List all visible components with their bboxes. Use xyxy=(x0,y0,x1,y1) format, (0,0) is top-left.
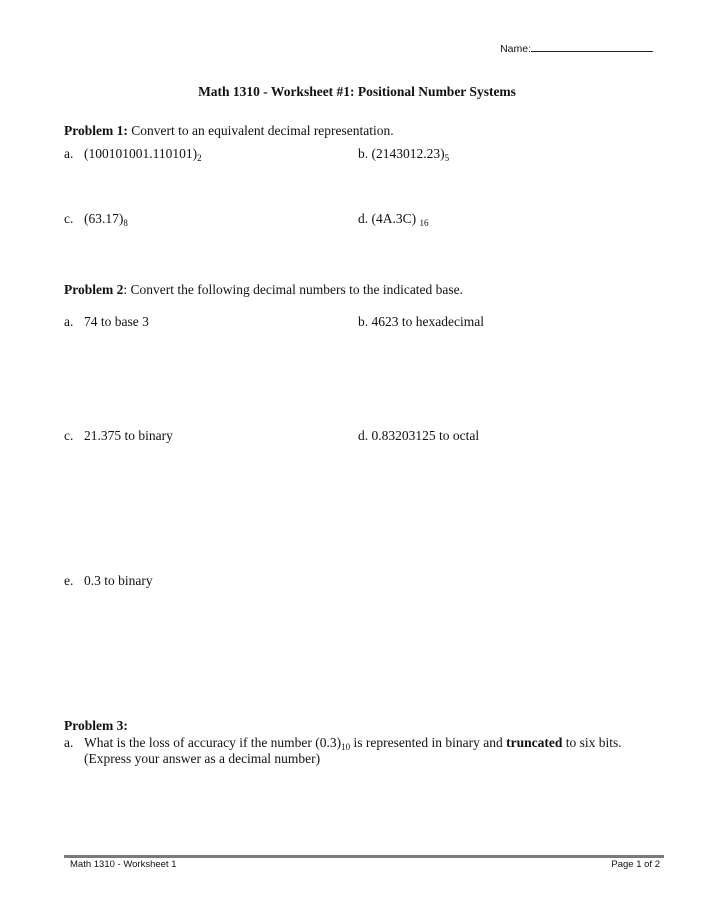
problem1-prompt xyxy=(64,123,394,139)
problem3-item-a-line2: (Express your answer as a decimal number) xyxy=(84,751,321,766)
item-base: 5 xyxy=(444,153,450,163)
item-label: a. xyxy=(64,735,74,750)
name-label: Name: xyxy=(500,43,531,55)
problem1-item-c xyxy=(64,211,128,227)
problem1-item-d xyxy=(358,211,429,227)
question-part1: What is the loss of accuracy if the number (0.3) xyxy=(84,735,342,750)
problem2-instruction: : Convert the following decimal numbers to the indicated base. xyxy=(123,282,464,297)
item-label: b. xyxy=(358,314,369,329)
problem1-item-b xyxy=(358,146,449,162)
name-field[interactable] xyxy=(500,40,653,55)
problem2-prompt xyxy=(64,282,463,298)
problem2-item-b xyxy=(358,314,484,330)
item-label: c. xyxy=(64,428,74,443)
problem2-item-c xyxy=(64,428,173,444)
problem2-item-e xyxy=(64,573,153,589)
footer-page-number: Page 1 of 2 xyxy=(611,859,660,870)
footer-left: Math 1310 - Worksheet 1 xyxy=(70,859,177,870)
item-text: 4623 to hexadecimal xyxy=(371,314,484,329)
problem2-item-d xyxy=(358,428,479,444)
item-value: (63.17) xyxy=(84,211,124,226)
item-label: d. xyxy=(358,428,369,443)
worksheet-title: Math 1310 - Worksheet #1: Positional Number Systems xyxy=(198,84,516,99)
item-label: d. xyxy=(358,211,369,226)
item-text: 0.3 to binary xyxy=(84,573,153,588)
problem1-instruction: Convert to an equivalent decimal representation. xyxy=(127,123,394,138)
item-base: 16 xyxy=(419,218,429,228)
item-value: (2143012.23) xyxy=(371,146,445,161)
item-base: 8 xyxy=(123,218,128,228)
item-label: c. xyxy=(64,211,74,226)
question-bold: truncated xyxy=(506,735,563,750)
question-part3: to six bits. xyxy=(562,735,622,750)
problem3-heading-text: Problem 3: xyxy=(64,718,128,733)
item-base: 2 xyxy=(197,153,202,163)
problem2-item-a xyxy=(64,314,149,330)
item-label: e. xyxy=(64,573,74,588)
item-value: (100101001.110101) xyxy=(84,146,198,161)
item-label: b. xyxy=(358,146,369,161)
item-label: a. xyxy=(64,314,74,329)
footer-rule xyxy=(64,855,664,858)
problem3-heading xyxy=(64,718,128,734)
item-label: a. xyxy=(64,146,74,161)
item-text: 0.83203125 to octal xyxy=(371,428,480,443)
problem1-item-a xyxy=(64,146,202,162)
problem3-item-a xyxy=(64,735,622,751)
question-part2: is represented in binary and xyxy=(350,735,507,750)
problem1-heading: Problem 1: xyxy=(64,123,128,138)
question-base: 10 xyxy=(341,742,351,752)
item-value: (4A.3C) xyxy=(371,211,420,226)
item-text: 74 to base 3 xyxy=(84,314,149,329)
item-text: 21.375 to binary xyxy=(84,428,173,443)
name-blank-line[interactable] xyxy=(531,40,653,52)
problem2-heading: Problem 2 xyxy=(64,282,124,297)
